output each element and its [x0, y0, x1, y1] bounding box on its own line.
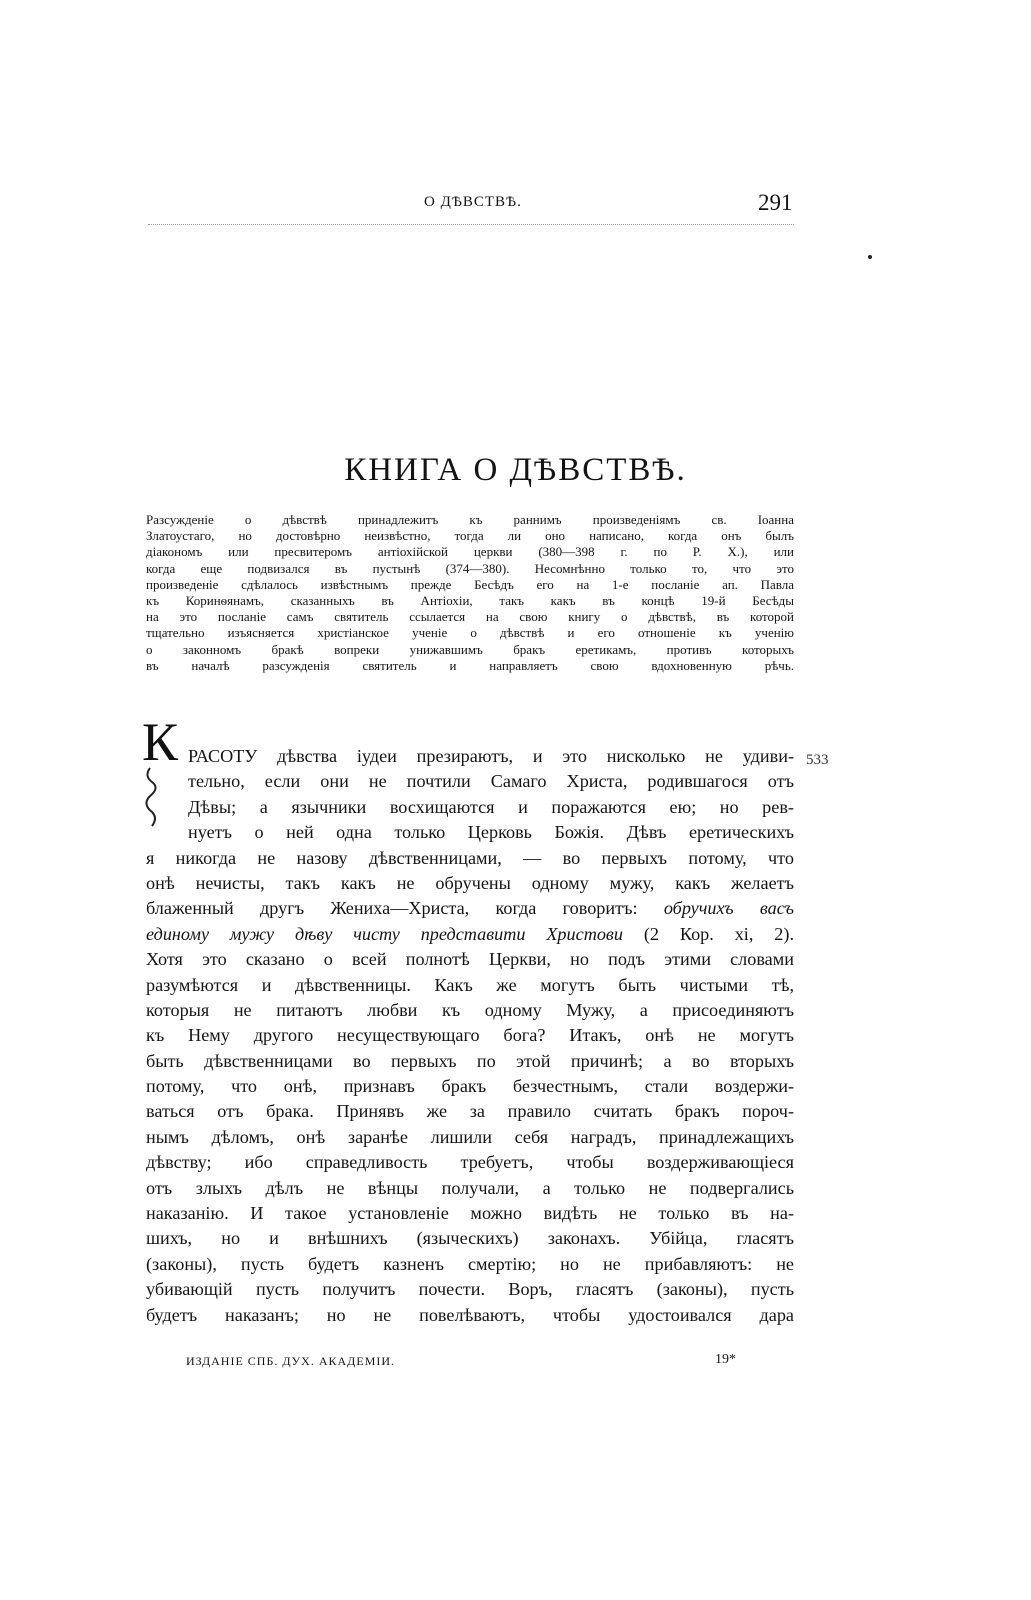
abstract-line: на это посланіе самъ святитель ссылается на свою книгу о дѣвствѣ, въ которой — [146, 609, 794, 625]
body-line: ваться отъ брака. Принявъ же за правило считать бракъ пороч- — [146, 1101, 794, 1122]
body-line — [146, 922, 794, 947]
page-footer — [0, 1354, 1031, 1378]
abstract-line: Златоустаго, но достовѣрно неизвѣстно, тогда ли оно написано, когда онъ былъ — [146, 528, 794, 544]
page-number: 291 — [758, 190, 793, 215]
abstract-line: въ началѣ разсужденія святитель и направляетъ свою вдохновенную рѣчь. — [146, 657, 794, 673]
body-line: отъ злыхъ дѣлъ не вѣнцы получали, а только не подвергались — [146, 1177, 794, 1198]
body-line-text: блаженный другъ Жениха—Христа, когда говоритъ: — [146, 898, 638, 919]
chapter-title: КНИГА О ДѢВСТВѢ. — [344, 452, 687, 488]
abstract-line: произведеніе сдѣлалось извѣстнымъ прежде Бесѣдъ его на 1-е посланіе ап. Павла — [146, 576, 794, 592]
header-rule — [148, 224, 794, 225]
body-text — [146, 744, 794, 1328]
body-line: къ Нему другого несуществующаго бога? Итакъ, онѣ не могутъ — [146, 1025, 794, 1046]
abstract-line: когда еще подвизался въ пустынѣ (374—380). Несомнѣнно только то, что это — [146, 560, 794, 576]
body-line: нуетъ о ней одна только Церковь Божія. Дѣвъ еретическихъ — [188, 822, 794, 843]
body-line: Дѣвы; а язычники восхищаются и поражаются ею; но рев- — [188, 796, 794, 817]
running-head — [0, 190, 1031, 230]
body-line: (законы), пусть будетъ казненъ смертію; но не прибавляютъ: не — [146, 1253, 794, 1274]
print-speck — [868, 255, 872, 259]
signature-mark: 19* — [715, 1352, 736, 1367]
publisher-imprint: ИЗДАНІЕ СПБ. ДУХ. АКАДЕМІИ. — [186, 1354, 396, 1368]
body-line: онѣ нечисты, такъ какъ не обручены одному мужу, какъ желаетъ — [146, 872, 794, 893]
scripture-quote: единому мужу дѣву чисту представити Христови — [146, 923, 623, 944]
scripture-citation: (2 Кор. xi, 2). — [643, 923, 794, 944]
body-line: убивающій пусть получитъ почести. Воръ, гласятъ (законы), пусть — [146, 1279, 794, 1300]
body-line — [146, 896, 794, 921]
abstract-line: о законномъ бракѣ вопреки унижавшимъ бракъ еретикамъ, противъ которыхъ — [146, 641, 794, 657]
running-title: О ДѢВСТВѢ. — [424, 194, 522, 210]
abstract-line: къ Коринѳянамъ, сказанныхъ въ Антіохіи, такъ какъ въ концѣ 19-й Бесѣды — [146, 593, 794, 609]
body-line: Хотя это сказано о всей полнотѣ Церкви, но подъ этими словами — [146, 949, 794, 970]
body-line: нымъ дѣломъ, онѣ заранѣе лишили себя наградъ, принадлежащихъ — [146, 1126, 794, 1147]
margin-page-reference: 533 — [806, 752, 829, 768]
dropcap-letter: К — [142, 712, 179, 772]
abstract-line: діакономъ или пресвитеромъ антіохійской церкви (380—398 г. по Р. Х.), или — [146, 544, 794, 560]
abstract-line: Разсужденіе о дѣвствѣ принадлежитъ къ раннимъ произведеніямъ св. Іоанна — [146, 512, 794, 527]
body-line: быть дѣвственницами во первыхъ по этой причинѣ; а во вторыхъ — [146, 1050, 794, 1071]
body-line: РАСОТУ дѣвства іудеи презираютъ, и это нисколько не удиви- — [188, 746, 794, 766]
body-line: которыя не питаютъ любви къ одному Мужу, а присоединяютъ — [146, 999, 794, 1020]
body-line: разумѣются и дѣвственницы. Какъ же могутъ быть чистыми тѣ, — [146, 974, 794, 995]
abstract — [146, 512, 794, 674]
body-line: шихъ, но и внѣшнихъ (языческихъ) законахъ. Убійца, гласятъ — [146, 1228, 794, 1249]
body-line: будетъ наказанъ; но не повелѣваютъ, чтобы удостоивался дара — [146, 1304, 794, 1325]
body-line: тельно, если они не почтили Самаго Христа, родившагося отъ — [188, 771, 794, 792]
abstract-line: тщательно изъясняется христіанское ученіе о дѣвствѣ и его отношеніе къ ученію — [146, 625, 794, 641]
scripture-quote: обручихъ васъ — [663, 898, 794, 919]
body-line: наказанію. И такое установленіе можно видѣть не только въ на- — [146, 1203, 794, 1224]
body-line: потому, что онѣ, признавъ бракъ безчестнымъ, стали воздержи- — [146, 1076, 794, 1097]
body-line: я никогда не назову дѣвственницами, — во первыхъ потому, что — [146, 847, 794, 868]
body-line: дѣвству; ибо справедливость требуетъ, чтобы воздерживающіеся — [146, 1152, 794, 1173]
